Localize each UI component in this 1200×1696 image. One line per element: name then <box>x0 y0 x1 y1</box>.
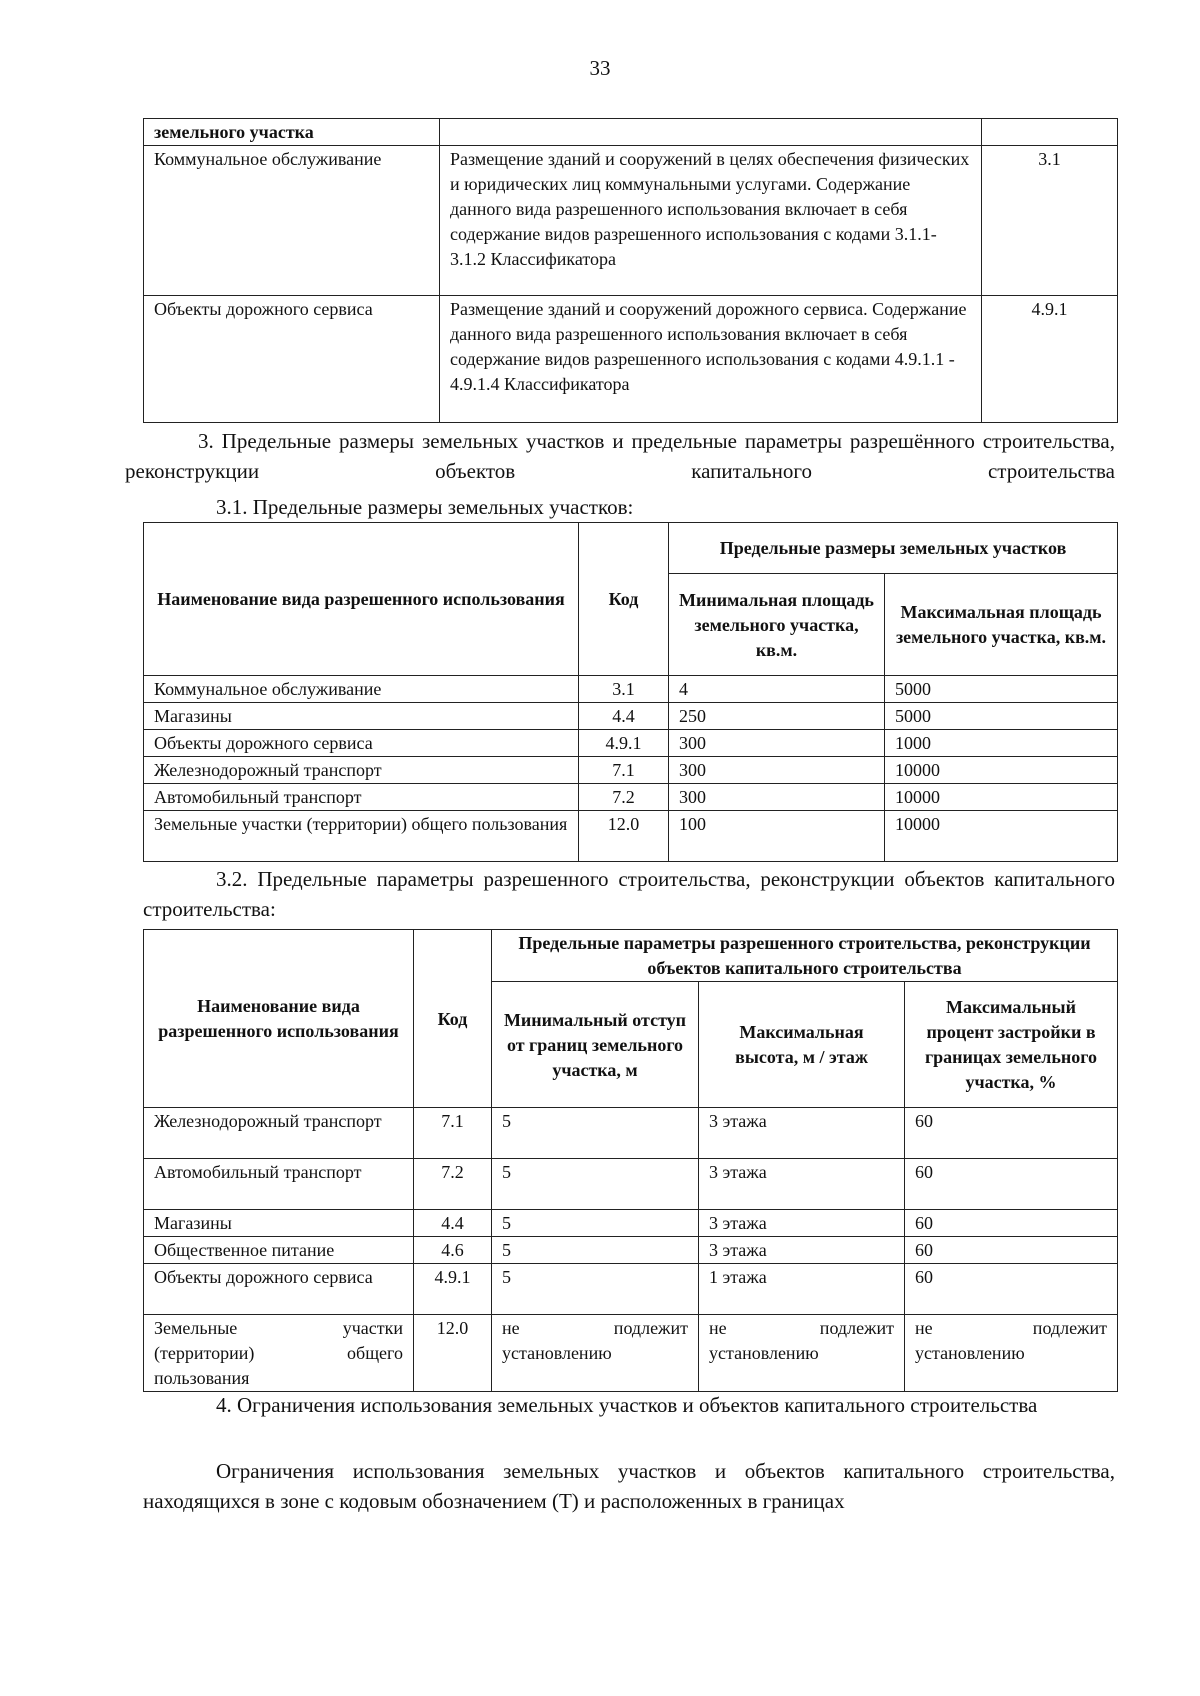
use-code: 4.6 <box>414 1237 492 1264</box>
use-code: 4.9.1 <box>982 296 1118 423</box>
table-row <box>144 1237 1118 1264</box>
use-name: Коммунальное обслуживание <box>144 676 579 703</box>
table-row <box>144 146 1118 296</box>
use-name: Автомобильный транспорт <box>144 784 579 811</box>
use-code: 4.9.1 <box>579 730 669 757</box>
table-row <box>144 1264 1118 1315</box>
min-setback: 5 <box>492 1108 699 1159</box>
use-name: Объекты дорожного сервиса <box>144 1264 414 1315</box>
min-area: 300 <box>669 730 885 757</box>
plot-size-limits-table <box>143 522 1118 862</box>
use-code: 7.2 <box>414 1159 492 1210</box>
use-name: Объекты дорожного сервиса <box>144 730 579 757</box>
max-coverage: 60 <box>905 1108 1118 1159</box>
table-row <box>144 730 1118 757</box>
permitted-use-table-continued <box>143 118 1118 423</box>
col-header-setback: Минимальный отступ от границ земельного участка, м <box>492 982 699 1108</box>
table-row <box>144 703 1118 730</box>
max-coverage: не подлежит установлению <box>905 1315 1118 1392</box>
col-header-coverage: Максимальный процент застройки в границах земельного участка, % <box>905 982 1118 1108</box>
use-code: 12.0 <box>414 1315 492 1392</box>
use-name: Автомобильный транспорт <box>144 1159 414 1210</box>
construction-parameters-table <box>143 929 1118 1392</box>
max-area: 5000 <box>885 676 1118 703</box>
use-description: Размещение зданий и сооружений в целях обеспечения физических и юридических лиц коммунальными услугами. Содержание данного вида разрешенного использования включает в себя содержание видов разрешенного использования с кодами 3.1.1-3.1.2 Классификатора <box>440 146 982 296</box>
section-4-heading: 4. Ограничения использования земельных участков и объектов капитального строительства <box>216 1393 1038 1417</box>
max-area: 10000 <box>885 784 1118 811</box>
col-header-name: Наименование вида разрешенного использования <box>144 930 414 1108</box>
col-header-group: Предельные размеры земельных участков <box>669 523 1118 574</box>
min-area: 300 <box>669 757 885 784</box>
max-area: 1000 <box>885 730 1118 757</box>
table-row <box>144 1315 1118 1392</box>
use-name: Магазины <box>144 703 579 730</box>
use-name: Общественное питание <box>144 1237 414 1264</box>
min-area: 250 <box>669 703 885 730</box>
use-code: 4.4 <box>414 1210 492 1237</box>
use-code: 7.1 <box>579 757 669 784</box>
use-description: Размещение зданий и сооружений дорожного сервиса. Содержание данного вида разрешенного использования включает в себя содержание видов разрешенного использования с кодами 4.9.1.1 - 4.9.1.4 Классификатора <box>440 296 982 423</box>
max-coverage: 60 <box>905 1210 1118 1237</box>
use-name: Железнодорожный транспорт <box>144 757 579 784</box>
use-name: Земельные участки (территории) общего пользования <box>144 811 579 862</box>
min-setback: не подлежит установлению <box>492 1315 699 1392</box>
use-code: 7.2 <box>579 784 669 811</box>
use-name: Железнодорожный транспорт <box>144 1108 414 1159</box>
col-header-group: Предельные параметры разрешенного строительства, реконструкции объектов капитального строительства <box>492 930 1118 982</box>
max-area: 10000 <box>885 757 1118 784</box>
table-row <box>144 757 1118 784</box>
table-row <box>144 296 1118 423</box>
use-code: 4.4 <box>579 703 669 730</box>
min-setback: 5 <box>492 1237 699 1264</box>
max-coverage: 60 <box>905 1159 1118 1210</box>
min-area: 100 <box>669 811 885 862</box>
max-height: 3 этажа <box>699 1237 905 1264</box>
page-number: 33 <box>589 56 611 80</box>
table-row <box>144 676 1118 703</box>
col-header-code: Код <box>414 930 492 1108</box>
col-header-code: Код <box>579 523 669 676</box>
max-height: 1 этажа <box>699 1264 905 1315</box>
max-height: не подлежит установлению <box>699 1315 905 1392</box>
min-area: 4 <box>669 676 885 703</box>
max-coverage: 60 <box>905 1237 1118 1264</box>
table-row <box>144 1108 1118 1159</box>
max-height: 3 этажа <box>699 1108 905 1159</box>
max-height: 3 этажа <box>699 1159 905 1210</box>
section-3-1-heading: 3.1. Предельные размеры земельных участков: <box>216 495 634 519</box>
max-area: 5000 <box>885 703 1118 730</box>
max-area: 10000 <box>885 811 1118 862</box>
section-3-2-heading: 3.2. Предельные параметры разрешенного строительства, реконструкции объектов капитального строительства: <box>143 867 1115 921</box>
table-row <box>144 784 1118 811</box>
col-header-name: Наименование вида разрешенного использования <box>144 523 579 676</box>
use-name: Земельные участки (территории) общего пользования <box>144 1315 414 1392</box>
use-code: 12.0 <box>579 811 669 862</box>
section-4-paragraph: Ограничения использования земельных участков и объектов капитального строительства, находящихся в зоне с кодовым обозначением (Т) и расположенных в границах <box>143 1459 1115 1513</box>
use-code: 3.1 <box>579 676 669 703</box>
max-coverage: 60 <box>905 1264 1118 1315</box>
min-setback: 5 <box>492 1210 699 1237</box>
min-setback: 5 <box>492 1159 699 1210</box>
use-code: 4.9.1 <box>414 1264 492 1315</box>
table-row <box>144 1210 1118 1237</box>
max-height: 3 этажа <box>699 1210 905 1237</box>
use-name: Объекты дорожного сервиса <box>144 296 440 423</box>
min-area: 300 <box>669 784 885 811</box>
min-setback: 5 <box>492 1264 699 1315</box>
table-header-fragment: земельного участка <box>144 119 440 146</box>
table-row <box>144 811 1118 862</box>
col-header-max-area: Максимальная площадь земельного участка, кв.м. <box>885 574 1118 676</box>
section-3-heading: 3. Предельные размеры земельных участков и предельные параметры разрешённого строительства, реконструкции объектов капитального строительства <box>125 429 1115 483</box>
col-header-height: Максимальная высота, м / этаж <box>699 982 905 1108</box>
col-header-min-area: Минимальная площадь земельного участка, кв.м. <box>669 574 885 676</box>
use-name: Коммунальное обслуживание <box>144 146 440 296</box>
use-name: Магазины <box>144 1210 414 1237</box>
table-row <box>144 1159 1118 1210</box>
use-code: 7.1 <box>414 1108 492 1159</box>
use-code: 3.1 <box>982 146 1118 296</box>
